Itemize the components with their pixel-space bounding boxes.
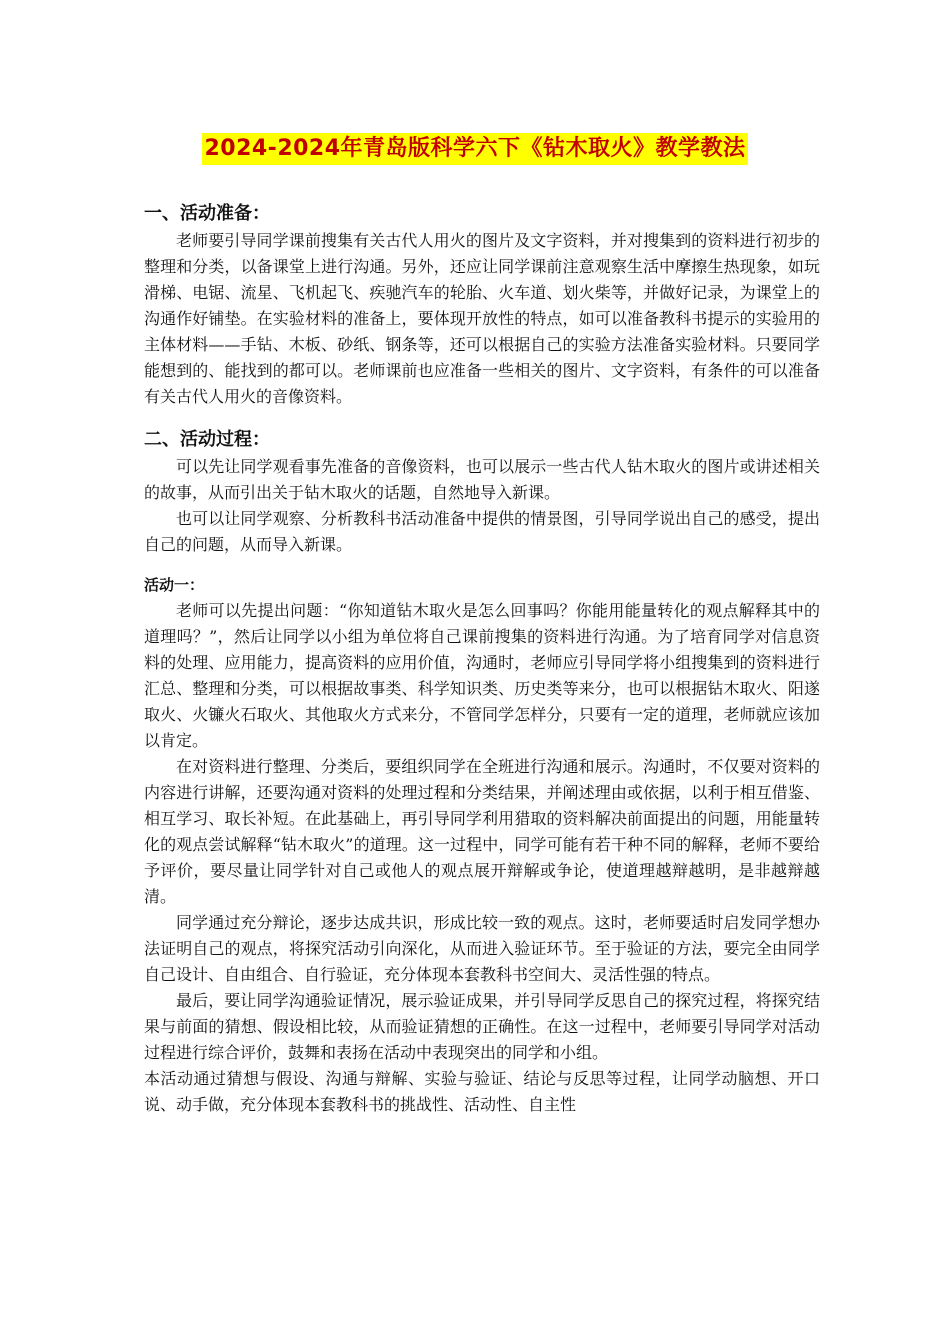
paragraph: 同学通过充分辩论，逐步达成共识，形成比较一致的观点。这时，老师要适时启发同学想办法证明自己的观点，将探究活动引向深化，从而进入验证环节。至于验证的方法，要完全由同学自己设计、自由组合、自行验证，充分体现本套教科书空间大、灵活性强的特点。 [144,913,820,984]
activity-one-heading: 活动一： [144,576,205,594]
paragraph-closing: 本活动通过猜想与假设、沟通与辩解、实验与验证、结论与反思等过程，让同学动脑想、开口说、动手做，充分体现本套教科书的挑战性、活动性、自主性 [144,1069,820,1114]
document-body [144,200,820,1118]
paragraph: 也可以让同学观察、分析教科书活动准备中提供的情景图，引导同学说出自己的感受，提出自己的问题，从而导入新课。 [144,509,820,554]
paragraph: 可以先让同学观看事先准备的音像资料，也可以展示一些古代人钻木取火的图片或讲述相关的故事，从而引出关于钻木取火的话题，自然地导入新课。 [144,457,820,502]
section-heading-preparation: 一、活动准备： [144,203,270,224]
paragraph: 老师要引导同学课前搜集有关古代人用火的图片及文字资料，并对搜集到的资料进行初步的整理和分类，以备课堂上进行沟通。另外，还应让同学课前注意观察生活中摩擦生热现象，如玩滑梯、电锯、流星、飞机起飞、疾驰汽车的轮胎、火车道、划火柴等，并做好记录，为课堂上的沟通作好铺垫。在实验材料的准备上，要体现开放性的特点，如可以准备教科书提示的实验用的主体材料——手钻、木板、砂纸、钢条等，还可以根据自己的实验方法准备实验材料。只要同学能想到的、能找到的都可以。老师课前也应准备一些相关的图片、文字资料，有条件的可以准备有关古代人用火的音像资料。 [144,231,820,406]
paragraph: 在对资料进行整理、分类后，要组织同学在全班进行沟通和展示。沟通时，不仅要对资料的内容进行讲解，还要沟通对资料的处理过程和分类结果，并阐述理由或依据，以利于相互借鉴、相互学习、取长补短。在此基础上，再引导同学利用猎取的资料解决前面提出的问题，用能量转化的观点尝试解释“钻木取火”的道理。这一过程中，同学可能有若干种不同的解释，老师不要给予评价，要尽量让同学针对自己或他人的观点展开辩解或争论，使道理越辩越明，是非越辩越清。 [144,757,820,906]
paragraph: 老师可以先提出问题：“你知道钻木取火是怎么回事吗？你能用能量转化的观点解释其中的道理吗？”，然后让同学以小组为单位将自己课前搜集的资料进行沟通。为了培育同学对信息资料的处理、应用能力，提高资料的应用价值，沟通时，老师应引导同学将小组搜集到的资料进行汇总、整理和分类，可以根据故事类、科学知识类、历史类等来分，也可以根据钻木取火、阳遂取火、火镰火石取火、其他取火方式来分，不管同学怎样分，只要有一定的道理，老师就应该加以肯定。 [144,601,820,750]
section-heading-process: 二、活动过程： [144,429,270,450]
paragraph: 最后，要让同学沟通验证情况，展示验证成果，并引导同学反思自己的探究过程，将探究结果与前面的猜想、假设相比较，从而验证猜想的正确性。在这一过程中，老师要引导同学对活动过程进行综合评价，鼓舞和表扬在活动中表现突出的同学和小组。 [144,991,820,1062]
document-title: 2024-2024年青岛版科学六下《钻木取火》教学教法 [202,133,747,165]
title-container [0,133,950,165]
